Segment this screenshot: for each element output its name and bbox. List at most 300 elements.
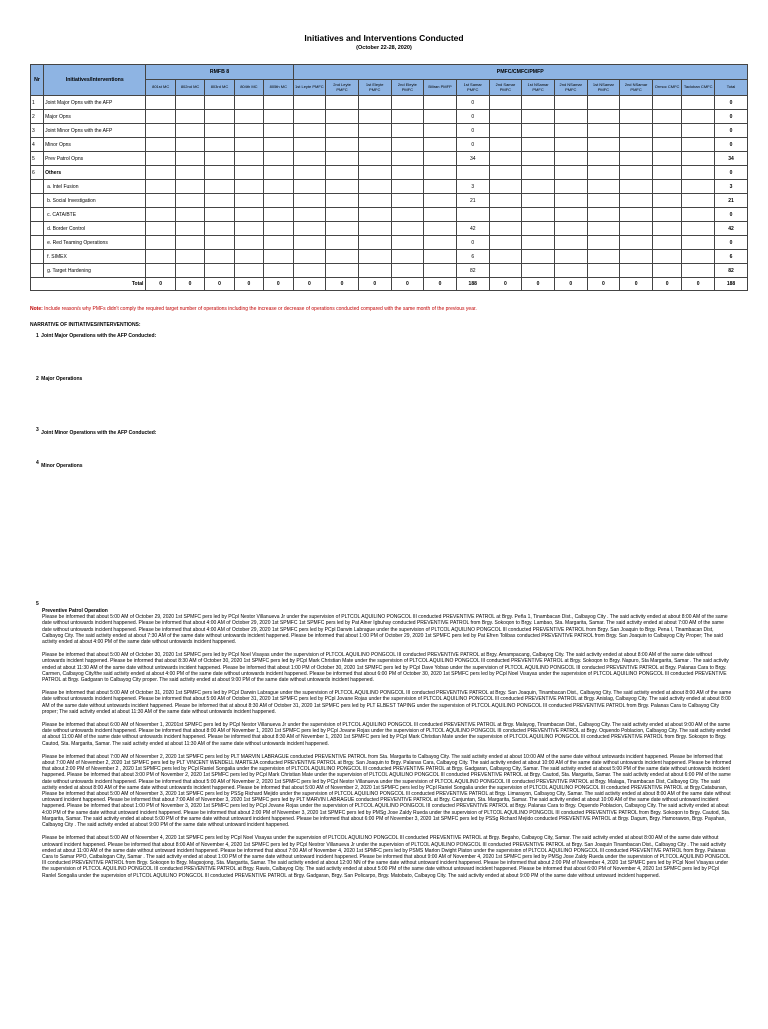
total-cell: 0 [587, 278, 620, 291]
total-cell: 188 [456, 278, 489, 291]
narrative-paragraph: Please be informed that about 7:00 AM of November 2, 2020 1st SPMFC pers led by PLT MARVIN LABRAGUE conducted PREVENTIVE PATROL from Sta. Margarita to Calbayog City. The said activity ended at about 10:00 AM of the same date without untowards incident happened. Please be informed that about 7:00 AM of November 2, 2020 1st SPMFC pers led by PLT VINCENT WENDELL MARTEJA conducted PREVENTIVE PATROL at Brgy. San Joaquin to Brgy. Palanas Cara, Calbayog City. The said activity ended at about 10:00 AM of the same date without untowards incident happened. Please be informed that about 2:00 PM of November 2 , 2020 1st SPMFC pers led by PCpl Raniel Songalia under the supervision of PLTCOL AQUILINO PONGCOL III conducted PREVENTIVE PATROL at Brgy. Gadgaran, Calbayog City, Samar. The said activity ended at about 5:00 PM of the same date without untowards incident happened. Please be informed that about 3:00 PM of November 2, 2020 1st SPMFC pers led by PCpl Mark Christian Mate under the supervision of PLTCOL AQUILINO PONGCOL III conducted PREVENTIVE PATROL at Brgy. Cautod, Sta. Margarita, Samar. The said activity ended at about 6:00 PM of the same date without untowards incident happened. Please be informed that about 5:00 AM of November 2, 2020 1st SPMFC pers led by PCpl Nestor Villanueva under the supervision of PLTCOL AQUILINO PONGCOL III conducted PREVENTIVE PATROL at Brgy. Malaga, Tinambacan Dist, Calbayog City. The said activity ended at about 8:00 AM of the same date without untowards incident happened. Please be informed that about 5:00 AM of November 2, 2020 1st SPMFC pers led by PCpl Raniel Songalia under the supervision of PLTCOL AQUILINO PONGCOL III conducted PREVENTIVE PATROL at Brgy.Catabunan, Please be informed that about 5:00 AM of November 3, 2020 1st SPMFC pers led by PSSg Richard Mejido under the supervision of PLTCOL AQUILINO PONGCOL III conducted PREVENTIVE PATROL at Brgy. Limarayon, Calbayog City, Samar. The said activity ended at about 8:00 AM of the same date without untoward incident happened. Please be informed that about 7:00 AM of November 3, 2020 1st SPMFC pers led by PLT MARVIN LABRAGUE conducted PREVENTIVE PATROL at Brgy. Canjuntan, Sta. Margarita, Samar. The said activity ended at about 10:00 AM of the same date without untoward incident happened. Please be informed that about 1:00 PM of November 3, 2020 1st SPMFC pers led by PCpl Jovane Rojas under the supervision of PLTCOL AQUILINO PONGCOL III conducted PREVENTIVE PATROL at Brgy. Palanas Cara to Brgy. Oquendo Poblacion, Calbayog City. The said activity ended at about 4:00 PM of the same date without untoward incident happened. Please be informed that about 2:00 PM of November 3, 2020 1st SPMFC pers led by PMSg Jose Zaldy Rueda under the supervision of PLTCOL AQUILINO PONGCOL III conducted PREVENTIVE PATROL from Brgy. Sokoqon to Brgy. Cautod, Sta. Margarita, Samar. The said activity ended at about 5:00 PM of the same date without untoward incident happened. Please be informed that about 6:00 PM of November 3, 2020 1st SPMFC pers led by PSSg Richard Mejido conducted PREVENTIVE PATROL at Brgy. Dagum, Brgy. Hamorawon, Brgy. Payahan, Calbayog City . The said activity ended at about 9:00 PM of the same date without untoward incident happened. [42, 753, 732, 829]
table-cell [587, 264, 620, 278]
total-cell: 0 [326, 278, 359, 291]
table-cell [522, 152, 555, 166]
preventive-patrol-section [42, 604, 732, 1029]
table-cell [587, 180, 620, 194]
sub-col-header: 803rd MC [205, 80, 234, 96]
table-cell [391, 194, 424, 208]
table-cell [391, 96, 424, 110]
table-cell [391, 264, 424, 278]
table-cell [358, 208, 391, 222]
table-cell [489, 152, 522, 166]
row-label: Major Opns [44, 110, 146, 124]
table-row [31, 222, 748, 236]
table-row [31, 124, 748, 138]
table-cell [424, 250, 457, 264]
row-number [31, 180, 44, 194]
table-cell [587, 166, 620, 180]
note [30, 306, 477, 312]
table-cell [682, 138, 715, 152]
sub-col-header: Ormoc CMFC [652, 80, 681, 96]
page-subtitle: (October 22-28, 2020) [356, 45, 412, 51]
total-cell: 0 [652, 278, 681, 291]
table-cell [554, 222, 587, 236]
row-label: Others [44, 166, 146, 180]
row-number: 5 [31, 152, 44, 166]
table-cell [522, 138, 555, 152]
table-cell [489, 264, 522, 278]
table-cell [293, 208, 326, 222]
table-cell: 21 [456, 194, 489, 208]
total-cell: 0 [146, 278, 175, 291]
table-cell [682, 236, 715, 250]
sub-col-header: 804th MC [234, 80, 263, 96]
table-cell [522, 222, 555, 236]
table-cell [358, 124, 391, 138]
table-cell [652, 138, 681, 152]
table-cell [620, 124, 653, 138]
table-row [31, 236, 748, 250]
section-number: 2 [36, 376, 39, 382]
row-number: 4 [31, 138, 44, 152]
row-number: 1 [31, 96, 44, 110]
table-cell [489, 222, 522, 236]
table-cell [234, 236, 263, 250]
table-cell [554, 264, 587, 278]
narrative-heading: NARRATIVE OF INITIATIVES/INTERVENTIONS: [30, 322, 141, 328]
table-cell [205, 152, 234, 166]
table-cell [326, 96, 359, 110]
table-cell [522, 194, 555, 208]
table-cell [175, 124, 204, 138]
row-label: f. SIMEX [44, 250, 146, 264]
table-cell [522, 180, 555, 194]
table-cell [620, 166, 653, 180]
table-cell: 82 [456, 264, 489, 278]
total-cell: 0 [264, 278, 293, 291]
table-cell [234, 96, 263, 110]
table-cell [554, 96, 587, 110]
row-total: 0 [715, 236, 748, 250]
table-cell [391, 110, 424, 124]
sub-col-header: 2nd NSamar PMFC [620, 80, 653, 96]
table-cell: 0 [456, 110, 489, 124]
table-cell [554, 194, 587, 208]
table-cell [358, 264, 391, 278]
section-number: 4 [36, 460, 39, 466]
table-cell: 0 [456, 138, 489, 152]
table-cell [146, 124, 175, 138]
totals-row [31, 278, 748, 291]
table-cell [293, 152, 326, 166]
table-cell [620, 264, 653, 278]
table-cell [264, 194, 293, 208]
table-cell: 0 [456, 96, 489, 110]
table-cell [587, 138, 620, 152]
table-cell [358, 194, 391, 208]
group-header-pmfc: PMFC/CMFC/PMFP [293, 65, 747, 80]
table-cell [293, 138, 326, 152]
sub-col-header: Biliran PMFP [424, 80, 457, 96]
table-cell [175, 236, 204, 250]
row-total: 21 [715, 194, 748, 208]
table-cell [326, 138, 359, 152]
table-cell [358, 152, 391, 166]
table-cell [234, 180, 263, 194]
table-cell: 6 [456, 250, 489, 264]
table-cell [358, 222, 391, 236]
total-cell: 0 [489, 278, 522, 291]
table-cell [264, 110, 293, 124]
note-label: Note: [30, 306, 43, 312]
table-cell [264, 250, 293, 264]
table-cell [205, 96, 234, 110]
section-label: Joint Major Operations with the AFP Conducted: [41, 333, 157, 339]
table-cell [326, 250, 359, 264]
table-cell [620, 250, 653, 264]
row-total: 0 [715, 96, 748, 110]
row-label: Minor Opns [44, 138, 146, 152]
table-cell [522, 250, 555, 264]
table-cell [264, 152, 293, 166]
table-cell [293, 180, 326, 194]
row-label: c. CATA/BTE [44, 208, 146, 222]
row-total: 82 [715, 264, 748, 278]
row-total: 0 [715, 138, 748, 152]
sub-col-header: 1st NSamar PMFC [587, 80, 620, 96]
table-cell [522, 124, 555, 138]
table-cell [554, 166, 587, 180]
table-cell [358, 138, 391, 152]
table-cell [424, 194, 457, 208]
sub-col-header: 1st Eleyte PMFC [358, 80, 391, 96]
row-number [31, 236, 44, 250]
total-cell: 188 [715, 278, 748, 291]
table-cell [146, 180, 175, 194]
table-cell [682, 166, 715, 180]
row-total: 34 [715, 152, 748, 166]
table-cell [326, 110, 359, 124]
total-cell: 0 [358, 278, 391, 291]
table-cell [205, 236, 234, 250]
table-cell [146, 236, 175, 250]
table-cell [456, 208, 489, 222]
section-2 [36, 376, 82, 382]
table-cell [587, 96, 620, 110]
table-row [31, 264, 748, 278]
table-cell [522, 264, 555, 278]
table-cell [652, 96, 681, 110]
section-label: Major Operations [41, 376, 83, 382]
table-cell [205, 110, 234, 124]
note-text: Include reason/s why PMFs didn't comply the required target number of operations including the increase or decrease of operations conducted compared with the same month of the previous year. [44, 306, 477, 312]
table-cell [175, 110, 204, 124]
table-cell [522, 110, 555, 124]
table-cell [391, 124, 424, 138]
table-row [31, 138, 748, 152]
table-cell [554, 152, 587, 166]
row-total: 0 [715, 124, 748, 138]
table-cell [652, 208, 681, 222]
table-cell [652, 250, 681, 264]
table-cell [293, 110, 326, 124]
row-label: g. Target Hardening [44, 264, 146, 278]
table-cell [326, 152, 359, 166]
table-cell [424, 96, 457, 110]
table-cell [264, 124, 293, 138]
total-cell: 0 [554, 278, 587, 291]
table-cell: 34 [456, 152, 489, 166]
table-cell [293, 194, 326, 208]
table-row [31, 96, 748, 110]
table-cell [264, 236, 293, 250]
table-cell [682, 250, 715, 264]
table-cell [682, 96, 715, 110]
table-cell [424, 166, 457, 180]
table-cell [205, 124, 234, 138]
table-cell [620, 180, 653, 194]
table-cell [146, 208, 175, 222]
table-cell [522, 96, 555, 110]
row-number [31, 222, 44, 236]
narrative-paragraph: Please be informed that about 6:00 AM of November 1, 20201st SPMFC pers led by PCpl Nestor Villanueva Jr under the supervision of PLTCOL AQUILINO PONGCOL III conducted PREVENTIVE PATROL at Brgy. Malayog, Tinambacan Dist., Calbayog City. The said activity ended at about 9:00 AM of the same date without untowards incident happened. Please be informed that about 8:00 AM of November 1, 2020 1st SPMFC pers led by PCpl Jovane Rojas under the supervision of PLTCOL AQUILINO PONGCOL III conducted PREVENTIVE PATROL at Brgy. Oquendo Poblacion, Calbayog City. The said activity ended at about 11:00 AM of the same date without untowards incident happened. Please be informed that about 8:30 AM of November 1, 2020 1st SPMFC pers led by PCpl Mark Christian Mate under the supervision of PLTCOL AQUILINO PONGCOL III conducted PREVENTIVE PATROL from Brgy. Sokoqon to Brgy. Cautod, Sta. Margarita, Samar. The said activity ended at about 11:30 AM of the same date without untowards incident happened. [42, 722, 731, 747]
table-cell [620, 222, 653, 236]
table-cell [620, 208, 653, 222]
row-number [31, 208, 44, 222]
table-cell [146, 110, 175, 124]
table-cell [424, 264, 457, 278]
table-cell [358, 236, 391, 250]
table-cell [175, 152, 204, 166]
table-cell [489, 96, 522, 110]
table-cell [234, 222, 263, 236]
sub-col-header: 2nd Leyte PMFC [326, 80, 359, 96]
section-label: Minor Operations [41, 463, 83, 469]
table-cell [391, 208, 424, 222]
table-cell [234, 194, 263, 208]
table-cell [391, 166, 424, 180]
table-cell [391, 152, 424, 166]
col-header-initiatives: Initiatives/Interventions [44, 65, 146, 96]
section-5 [36, 601, 40, 610]
table-cell [652, 236, 681, 250]
table-cell [326, 166, 359, 180]
table-cell [554, 180, 587, 194]
table-cell [326, 208, 359, 222]
table-cell [264, 96, 293, 110]
table-cell [146, 152, 175, 166]
table-cell [234, 208, 263, 222]
table-cell [554, 208, 587, 222]
table-cell [391, 222, 424, 236]
table-cell [424, 138, 457, 152]
table-cell [264, 264, 293, 278]
table-cell [554, 138, 587, 152]
table-cell [175, 208, 204, 222]
section-4 [36, 460, 83, 469]
table-cell [554, 250, 587, 264]
table-cell [146, 166, 175, 180]
row-label: b. Social Investigation [44, 194, 146, 208]
table-cell [424, 152, 457, 166]
table-cell [489, 250, 522, 264]
table-cell [358, 250, 391, 264]
table-cell [489, 194, 522, 208]
table-cell [424, 222, 457, 236]
table-cell [175, 138, 204, 152]
table-cell [587, 194, 620, 208]
table-row [31, 110, 748, 124]
row-total: 3 [715, 180, 748, 194]
table-cell [554, 110, 587, 124]
table-cell [205, 138, 234, 152]
sub-col-header: 1st NSamar PMFC [522, 80, 555, 96]
total-cell: 0 [234, 278, 263, 291]
table-cell [682, 264, 715, 278]
table-cell [554, 236, 587, 250]
table-cell [264, 138, 293, 152]
table-cell [682, 152, 715, 166]
table-cell [205, 250, 234, 264]
table-cell [652, 194, 681, 208]
table-row [31, 180, 748, 194]
table-cell [146, 96, 175, 110]
table-cell [489, 166, 522, 180]
table-cell [587, 250, 620, 264]
table-cell [424, 124, 457, 138]
total-cell: 0 [522, 278, 555, 291]
table-cell [293, 166, 326, 180]
table-cell [424, 236, 457, 250]
total-cell: 0 [175, 278, 204, 291]
table-cell [620, 110, 653, 124]
total-cell: 0 [293, 278, 326, 291]
totals-label: Total [31, 278, 146, 291]
table-cell [234, 152, 263, 166]
section-number: 5 [36, 601, 39, 607]
table-cell [326, 264, 359, 278]
table-cell [205, 264, 234, 278]
table-cell [326, 236, 359, 250]
table-cell [522, 236, 555, 250]
table-cell [326, 222, 359, 236]
row-total: 0 [715, 208, 748, 222]
table-row [31, 208, 748, 222]
table-cell: 42 [456, 222, 489, 236]
table-cell [234, 110, 263, 124]
row-label: Joint Minor Opns with the AFP [44, 124, 146, 138]
table-cell [264, 180, 293, 194]
table-cell [587, 236, 620, 250]
total-cell: 0 [205, 278, 234, 291]
table-cell [293, 236, 326, 250]
table-cell [652, 166, 681, 180]
table-cell [358, 180, 391, 194]
table-cell [234, 138, 263, 152]
table-cell [682, 222, 715, 236]
table-cell [326, 180, 359, 194]
table-cell [682, 110, 715, 124]
row-total: 0 [715, 110, 748, 124]
table-cell [620, 152, 653, 166]
table-cell [652, 222, 681, 236]
table-cell [326, 194, 359, 208]
table-row [31, 166, 748, 180]
table-cell [146, 222, 175, 236]
row-number [31, 250, 44, 264]
table-cell [424, 110, 457, 124]
narrative-paragraphs [42, 614, 732, 1029]
table-cell [489, 124, 522, 138]
table-cell [175, 96, 204, 110]
table-cell [652, 152, 681, 166]
col-header-nr: Nr [31, 65, 44, 96]
table-cell [489, 236, 522, 250]
table-cell [682, 194, 715, 208]
table-cell [391, 180, 424, 194]
total-cell: 0 [391, 278, 424, 291]
sub-col-header: Tacloban CMFC [682, 80, 715, 96]
table-cell [146, 264, 175, 278]
section-3 [36, 427, 157, 436]
narrative-paragraph: Please be informed that about 5:00 AM of October 29, 2020 1st SPMFC pers led by PCpl Nestor Villanueva Jr under the supervision of PLTCOL AQUILINO PONGCOL III conducted PREVENTIVE PATROL at Brgy. Peña 1, Tinambacan Dist., Calbayog City . The said activity ended at about 8:00 AM of the same date without untowards incident happened. Please be informed that about 4:00 AM of October 29, 2020 1st SPMFC 1st SPMFC pers led by Pat Alner Igbuhay conducted PREVENTIVE PATROL from Brgy. Sokoqon to Brgy. Lambao, Sta. Margarita, Samar. The said activity ended at about 7:00 AM of the same date without untowards incident happened. Please be informed that about 4:00 AM of October 29, 2020 1st SPMFC pers led by PCpl Darwin Labrague under the supervision of PLTCOL AQUILINO PONGCOL III conducted PREVENTIVE PATROL from Brgy. San Joaquin to Brgy. Pena I, Tinambacan Dist, Calbayog City. The said activity ended at about 7:30 AM of the same date without untowards incident happened. Please be informed that about 1:00 PM of October 29, 2020 1st SPMFC pers led by Pat Efren Tolibas conducted PREVENTIVE PATROL from Brgy. San Joaquin to Calbayog City Proper; The said activity ended at about 4:00 PM of the same date without untowards incident happened. [42, 614, 728, 646]
row-number [31, 194, 44, 208]
row-number: 2 [31, 110, 44, 124]
row-label: e. Red Teaming Operations [44, 236, 146, 250]
row-total: 6 [715, 250, 748, 264]
section-1 [36, 333, 156, 339]
table-row [31, 152, 748, 166]
table-cell [652, 110, 681, 124]
table-cell [175, 222, 204, 236]
table-cell [652, 180, 681, 194]
narrative-paragraph: Please be informed that about 5:00 AM of October 30, 2020 1st SPMFC pers led by PCpl Noel Visayas under the supervision of PLTCOL AQUILINO PONGCOL III conducted PREVENTIVE PATROL at Brgy. Amampacang, Calbayog City. The said activity ended at about 8:00 AM of the same date without untowards incident happened. Please be informed that about 8:30 AM of October 30, 2020 1st SPMFC pers led by PCpl Mark Christian Mate under the supervision of PLTCOL AQUILINO PONGCOL III conducted PREVENTIVE PATROL at Brgy. Sokoqon to Brgy. Napuro, Sta Margarita, Samar . The said activity ended at about 11:30 AM of the same date without untowards incident happened. Please be informed that about 1:00 PM of October 30, 2020 1st SPMFC pers led by PCpl Dave Yobao under the supervision of PLTCOL AQUILINO PONGCOL III conducted PREVENTIVE PATROL at Brgy. Palanas Cara to Brgy. Carmen, Calbayog City/the said activity ended at about 4:00 PM of the same date without untowards incident happened. Please be informed that about 6:00 PM of October 30, 2020 1st SPMFC pers led by PCpl Noel Visayas under the supervision of PLTCOL AQUILINO PONGCOL III conducted PREVENTIVE PATROL at Brgy. Gadgaran to Calbayog City proper. The said activity ended at about 9:00 PM of the same date without untowards incident happened. [42, 652, 729, 684]
table-row [31, 250, 748, 264]
row-label: Joint Major Opns with the AFP [44, 96, 146, 110]
table-cell [620, 194, 653, 208]
sub-col-header: 802nd MC [175, 80, 204, 96]
table-cell [587, 110, 620, 124]
table-cell [652, 264, 681, 278]
table-cell [489, 208, 522, 222]
table-cell [620, 236, 653, 250]
table-cell [293, 96, 326, 110]
table-cell [489, 138, 522, 152]
table-cell [554, 124, 587, 138]
table-cell [175, 264, 204, 278]
table-cell [489, 180, 522, 194]
table-cell [293, 124, 326, 138]
table-cell [587, 124, 620, 138]
table-cell [234, 264, 263, 278]
table-cell [205, 166, 234, 180]
row-number: 6 [31, 166, 44, 180]
table-cell [391, 250, 424, 264]
table-cell [205, 180, 234, 194]
narrative-paragraph: Please be informed that about 5:00 AM of October 31, 2020 1st SPMFC pers led by PCpl Darwin Labrague under the supervision of PLTCOL AQUILINO PONGCOL III conducted PREVENTIVE PATROL at Brgy. San Joaquin, Tinambacan Dist., Calbayog City. The said activity ended at about 8:00 AM of the same date without untowards incident happened. Please be informed that about 5:00 AM of October 31, 2020 1st SPMFC pers led by PCpl Jovane Rojas under the supervision of PLTCOL AQUILINO PONGCOL III conducted PREVENTIVE PATROL at Brgy. Anislag, Calbayog City. The said activity ended at about 8:00 AM of the same date without untowards incident happened. Please be informed that at about 8:30 AM of October 31, 2020 1st SPMFC pers led by PLT ELBEST TAPING under the supervision of PLTCOL AQUILINO PONGCOL III conducted PREVENTIVE PATROL from Brgy. Palanas Cara to Calbayog City proper; The said activity ended at about 11:30 AM of the same date without untowards incident happened. [42, 690, 732, 715]
table-cell [175, 180, 204, 194]
table-cell [234, 166, 263, 180]
table-cell [424, 208, 457, 222]
table-cell [146, 194, 175, 208]
table-cell [682, 180, 715, 194]
table-body [31, 96, 748, 291]
operations-table [30, 64, 748, 291]
table-cell [587, 152, 620, 166]
table-cell [175, 166, 204, 180]
table-cell [391, 236, 424, 250]
